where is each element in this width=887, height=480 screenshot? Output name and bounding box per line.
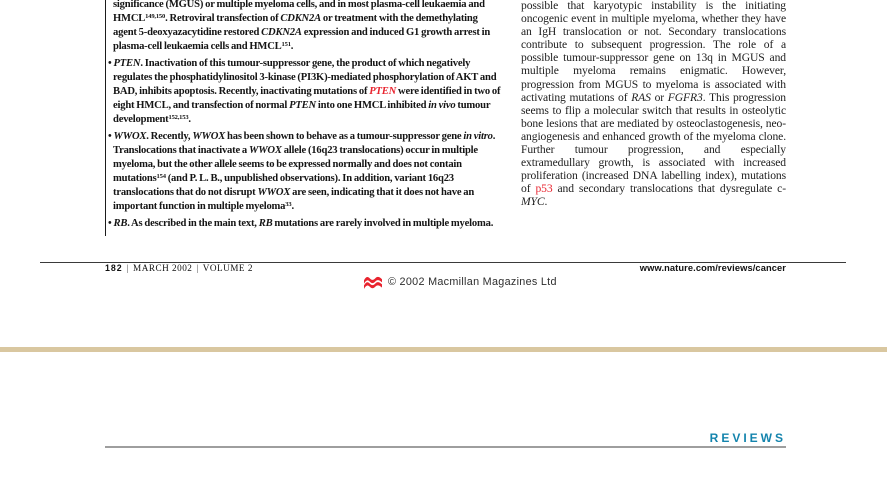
tumour-suppressor-box (105, 0, 503, 236)
journal-url: www.nature.com/reviews/cancer (639, 263, 786, 273)
paragraph-text: significance (MGUS) or multiple myeloma cells, and in most plasma-cell leukaemia and HMCL$^{149,150}$. Retroviral transfection of CDKN2A or treatment with the demethylating agent 5-deoxyazacytidine restored CDKN2A expression and induced G1 growth arrest in plasma-cell leukaemia cells and HMCL$^{151}$. (113, 0, 491, 53)
box-paragraph (108, 57, 503, 127)
paragraph-text: RB. As described in the main text, RB mutations are rarely involved in multiple myeloma. (113, 217, 494, 229)
paragraph-text: PTEN. Inactivation of this tumour-suppressor gene, the product of which negatively regulates the phosphatidylinositol 3-kinase (PI3K)-mediated phosphorylation of AKT and BAD, inhibits apoptosis. Recently, inactivating mutations of PTEN were identified in two of eight HMCL, and transfection of normal PTEN into one HMCL inhibited in vivo tumour development$^{152,153}$. (113, 57, 501, 126)
macmillan-logo-icon (363, 275, 383, 289)
page-number: 182 (105, 263, 123, 273)
tan-divider-band (0, 347, 887, 352)
copyright-row (363, 275, 557, 289)
copyright-text: © 2002 Macmillan Magazines Ltd (388, 276, 557, 288)
box-paragraph (108, 130, 503, 215)
footer-folio (105, 263, 253, 273)
bullet-marker: • (108, 57, 112, 69)
bullet-marker: • (108, 217, 112, 229)
volume-label: VOLUME 2 (202, 263, 253, 273)
reviews-label: REVIEWS (709, 431, 786, 445)
box-paragraph (113, 0, 503, 54)
reviews-rule (105, 446, 786, 448)
bullet-marker: • (108, 130, 112, 142)
footer-separator: | (126, 263, 130, 273)
box-paragraph (108, 217, 503, 231)
issue-date: MARCH 2002 (133, 263, 193, 273)
footer-separator: | (196, 263, 199, 273)
body-paragraph: possible that karyotypic instability is the initiating oncogenic event in multiple myeloma, whether they have an IgH translocation or not. Secondary translocations contribute to subsequent progression. The role of a possible tumour-suppressor gene on 13q in MGUS and multiple myeloma remains enigmatic. However, progression from MGUS to myeloma is associated with activating mutations of RAS or FGFR3. This progression seems to flip a molecular switch that results in osteolytic bone lesions that are mediated by osteoclastogenesis, neo-angiogenesis and enhanced growth of the myeloma clone. Further tumour progression, and especially extramedullary growth, is associated with increased proliferation (increased DNA labelling index), mutations of p53 and secondary translocations that dysregulate c-MYC. (521, 0, 786, 209)
paragraph-text: WWOX. Recently, WWOX has been shown to behave as a tumour-suppressor gene in vitro. Translocations that inactivate a WWOX allele (16q23 translocations) occur in multiple myeloma, but the other allele seems to be expressed normally and does not contain mutations$^{154}$ (and P. L. B., unpublished observations). In addition, variant 16q23 translocations that do not disrupt WWOX are seen, indicating that it does not have an important function in multiple myeloma$^{33}$. (113, 130, 496, 213)
main-text-column (521, 0, 786, 209)
